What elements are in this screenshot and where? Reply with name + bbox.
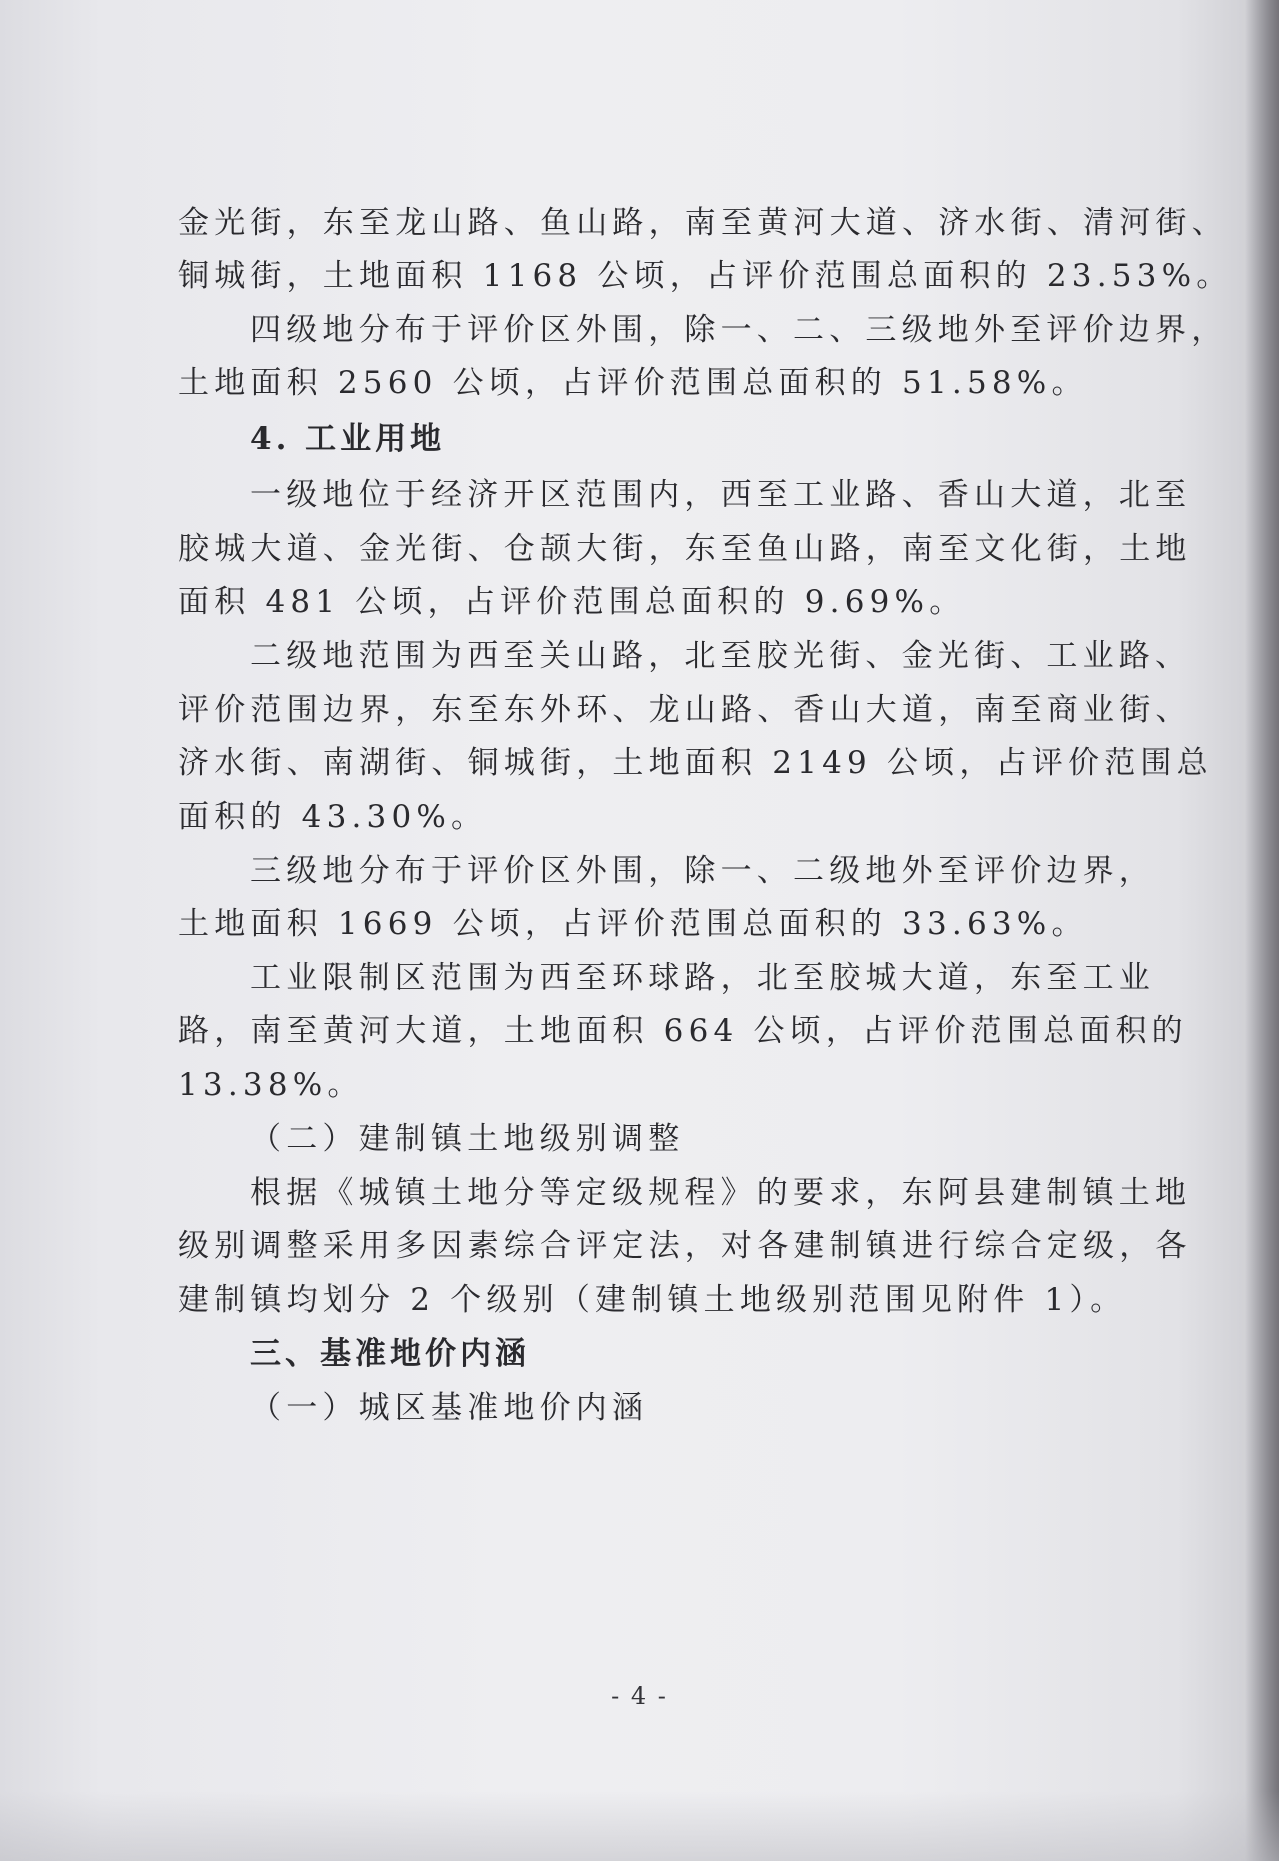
page-bottom-shadow bbox=[0, 1791, 1279, 1861]
body-line: 路，南至黄河大道，土地面积 664 公顷，占评价范围总面积的 bbox=[178, 1013, 1188, 1049]
body-line: 13.38%。 bbox=[178, 1067, 364, 1103]
body-line: 级别调整采用多因素综合评定法，对各建制镇进行综合定级，各 bbox=[178, 1228, 1192, 1264]
body-line: 铜城街，土地面积 1168 公顷，占评价范围总面积的 23.53%。 bbox=[178, 258, 1233, 294]
body-line: 面积的 43.30%。 bbox=[178, 799, 488, 835]
paragraph-first-line: 工业限制区范围为西至环球路，北至胶城大道，东至工业 bbox=[250, 960, 1155, 996]
page-edge-shadow bbox=[1245, 0, 1279, 1861]
body-line: 胶城大道、金光街、仓颉大街，东至鱼山路，南至文化街，土地 bbox=[178, 531, 1192, 567]
body-line: 面积 481 公顷，占评价范围总面积的 9.69%。 bbox=[178, 584, 966, 620]
body-line: 评价范围边界，东至东外环、龙山路、香山大道，南至商业街、 bbox=[178, 692, 1192, 728]
paragraph-first-line: 一级地位于经济开区范围内，西至工业路、香山大道，北至 bbox=[250, 477, 1192, 513]
section-heading: 三、基准地价内涵 bbox=[250, 1336, 530, 1372]
body-line: 金光街，东至龙山路、鱼山路，南至黄河大道、济水街、清河街、 bbox=[178, 205, 1228, 241]
paragraph-first-line: 三级地分布于评价区外围，除一、二级地外至评价边界， bbox=[250, 853, 1155, 889]
page-number: - 4 - bbox=[611, 1682, 668, 1710]
body-line: 土地面积 2560 公顷，占评价范围总面积的 51.58%。 bbox=[178, 365, 1088, 401]
body-line: 建制镇均划分 2 个级别（建制镇土地级别范围见附件 1）。 bbox=[178, 1282, 1127, 1318]
paragraph-first-line: 二级地范围为西至关山路，北至胶光街、金光街、工业路、 bbox=[250, 638, 1192, 674]
paragraph-first-line: 根据《城镇土地分等定级规程》的要求，东阿县建制镇土地 bbox=[250, 1175, 1192, 1211]
subsection-heading: （一）城区基准地价内涵 bbox=[250, 1390, 649, 1426]
body-line: 土地面积 1669 公顷，占评价范围总面积的 33.63%。 bbox=[178, 906, 1088, 942]
paragraph-first-line: 四级地分布于评价区外围，除一、二、三级地外至评价边界， bbox=[250, 312, 1228, 348]
subsection-heading: （二）建制镇土地级别调整 bbox=[250, 1121, 685, 1157]
section-heading: 4. 工业用地 bbox=[250, 421, 446, 457]
body-line: 济水街、南湖街、铜城街，土地面积 2149 公顷，占评价范围总 bbox=[178, 745, 1213, 781]
